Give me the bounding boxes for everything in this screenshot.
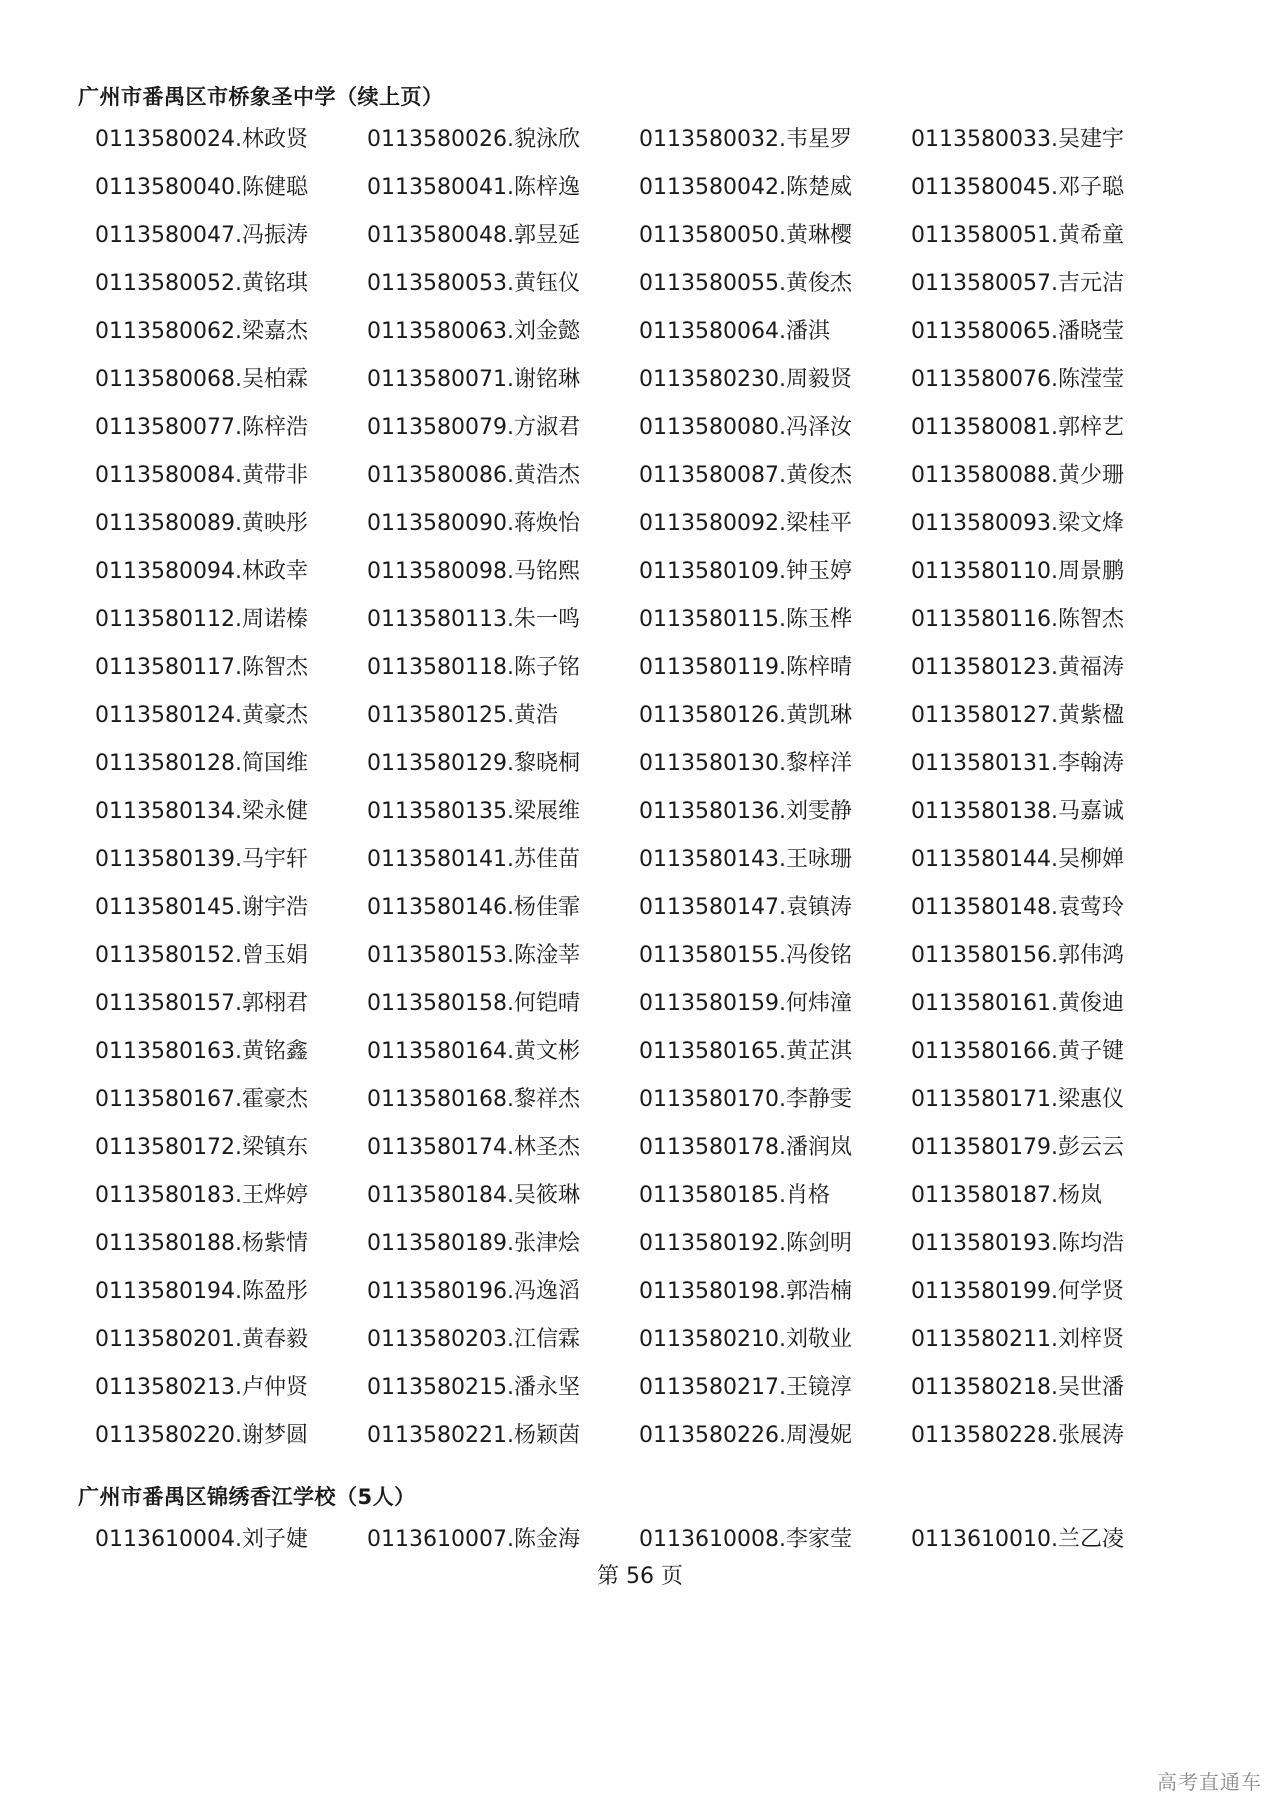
student-entry: 0113580189.张津烩 (367, 1231, 580, 1256)
student-entry: 0113580170.李静雯 (639, 1087, 852, 1112)
student-entry: 0113580079.方淑君 (367, 415, 580, 440)
student-entry: 0113580086.黄浩杰 (367, 463, 580, 488)
student-entry: 0113580113.朱一鸣 (367, 607, 580, 632)
student-entry: 0113580159.何炜潼 (639, 991, 852, 1016)
list-row (95, 884, 1185, 932)
student-entry: 0113580218.吴世潘 (911, 1375, 1124, 1400)
student-entry: 0113580153.陈淦莘 (367, 943, 580, 968)
list-row (95, 1516, 1185, 1564)
student-entry: 0113580057.吉元洁 (911, 271, 1124, 296)
student-entry: 0113580143.王咏珊 (639, 847, 852, 872)
student-entry: 0113580053.黄钰仪 (367, 271, 580, 296)
student-entry: 0113580156.郭伟鸿 (911, 943, 1124, 968)
student-entry: 0113580155.冯俊铭 (639, 943, 852, 968)
student-list-xiangsheng (95, 116, 1185, 1460)
list-row (95, 1172, 1185, 1220)
student-entry: 0113580026.貌泳欣 (367, 127, 580, 152)
student-entry: 0113580124.黄豪杰 (95, 703, 308, 728)
student-entry: 0113580163.黄铭鑫 (95, 1039, 308, 1064)
list-row (95, 404, 1185, 452)
list-row (95, 308, 1185, 356)
student-entry: 0113580090.蒋焕怡 (367, 511, 580, 536)
student-entry: 0113580126.黄凯琳 (639, 703, 852, 728)
student-entry: 0113580136.刘雯静 (639, 799, 852, 824)
list-row (95, 452, 1185, 500)
list-row (95, 1364, 1185, 1412)
student-entry: 0113580215.潘永坚 (367, 1375, 580, 1400)
student-entry: 0113580117.陈智杰 (95, 655, 308, 680)
list-row (95, 1412, 1185, 1460)
student-entry: 0113580148.袁莺玲 (911, 895, 1124, 920)
student-entry: 0113580135.梁展维 (367, 799, 580, 824)
student-entry: 0113580171.梁惠仪 (911, 1087, 1124, 1112)
student-entry: 0113580161.黄俊迪 (911, 991, 1124, 1016)
list-row (95, 740, 1185, 788)
student-entry: 0113580178.潘润岚 (639, 1135, 852, 1160)
list-row (95, 1076, 1185, 1124)
student-entry: 0113580040.陈健聪 (95, 175, 308, 200)
student-entry: 0113580230.周毅贤 (639, 367, 852, 392)
student-list-jinxiu (95, 1516, 1185, 1564)
student-entry: 0113580127.黄紫楹 (911, 703, 1124, 728)
student-entry: 0113580110.周景鹏 (911, 559, 1124, 584)
list-row (95, 548, 1185, 596)
student-entry: 0113580164.黄文彬 (367, 1039, 580, 1064)
student-entry: 0113580166.黄子键 (911, 1039, 1124, 1064)
student-entry: 0113610004.刘子婕 (95, 1527, 308, 1552)
student-entry: 0113580119.陈梓晴 (639, 655, 852, 680)
student-entry: 0113610008.李家莹 (639, 1527, 852, 1552)
student-entry: 0113580076.陈滢莹 (911, 367, 1124, 392)
list-row (95, 932, 1185, 980)
student-entry: 0113580077.陈梓浩 (95, 415, 308, 440)
student-entry: 0113580081.郭梓艺 (911, 415, 1124, 440)
student-entry: 0113580098.马铭熙 (367, 559, 580, 584)
student-entry: 0113580174.林圣杰 (367, 1135, 580, 1160)
student-entry: 0113580147.袁镇涛 (639, 895, 852, 920)
student-entry: 0113580192.陈剑明 (639, 1231, 852, 1256)
list-row (95, 260, 1185, 308)
student-entry: 0113610010.兰乙凌 (911, 1527, 1124, 1552)
section-title-jinxiu-school: 广州市番禺区锦绣香江学校（5人） (78, 1485, 416, 1509)
student-entry: 0113580087.黄俊杰 (639, 463, 852, 488)
student-entry: 0113580032.韦星罗 (639, 127, 852, 152)
student-entry: 0113610007.陈金海 (367, 1527, 580, 1552)
student-entry: 0113580185.肖格 (639, 1183, 830, 1208)
watermark-text: 高考直通车 (1157, 1770, 1262, 1794)
student-entry: 0113580217.王镜淳 (639, 1375, 852, 1400)
student-entry: 0113580125.黄浩 (367, 703, 558, 728)
student-entry: 0113580172.梁镇东 (95, 1135, 308, 1160)
list-row (95, 1220, 1185, 1268)
student-entry: 0113580123.黄福涛 (911, 655, 1124, 680)
list-row (95, 500, 1185, 548)
student-entry: 0113580184.吴筱琳 (367, 1183, 580, 1208)
student-entry: 0113580064.潘淇 (639, 319, 830, 344)
student-entry: 0113580092.梁桂平 (639, 511, 852, 536)
student-entry: 0113580203.江信霖 (367, 1327, 580, 1352)
student-entry: 0113580145.谢宇浩 (95, 895, 308, 920)
page-number: 第 56 页 (597, 1564, 683, 1589)
student-entry: 0113580210.刘敬业 (639, 1327, 852, 1352)
list-row (95, 212, 1185, 260)
student-entry: 0113580033.吴建宇 (911, 127, 1124, 152)
student-entry: 0113580187.杨岚 (911, 1183, 1102, 1208)
student-entry: 0113580048.郭昱延 (367, 223, 580, 248)
list-row (95, 1316, 1185, 1364)
list-row (95, 1028, 1185, 1076)
student-entry: 0113580134.梁永健 (95, 799, 308, 824)
student-entry: 0113580146.杨佳霏 (367, 895, 580, 920)
student-entry: 0113580226.周漫妮 (639, 1423, 852, 1448)
student-entry: 0113580042.陈楚威 (639, 175, 852, 200)
student-entry: 0113580115.陈玉桦 (639, 607, 852, 632)
student-entry: 0113580179.彭云云 (911, 1135, 1124, 1160)
student-entry: 0113580196.冯逸滔 (367, 1279, 580, 1304)
student-entry: 0113580129.黎晓桐 (367, 751, 580, 776)
student-entry: 0113580052.黄铭琪 (95, 271, 308, 296)
student-entry: 0113580144.吴柳婵 (911, 847, 1124, 872)
list-row (95, 836, 1185, 884)
student-entry: 0113580194.陈盈彤 (95, 1279, 308, 1304)
student-entry: 0113580199.何学贤 (911, 1279, 1124, 1304)
student-entry: 0113580089.黄映彤 (95, 511, 308, 536)
student-entry: 0113580130.黎梓洋 (639, 751, 852, 776)
student-entry: 0113580112.周诺榛 (95, 607, 308, 632)
student-entry: 0113580116.陈智杰 (911, 607, 1124, 632)
student-entry: 0113580084.黄带非 (95, 463, 308, 488)
student-entry: 0113580094.林政幸 (95, 559, 308, 584)
student-entry: 0113580228.张展涛 (911, 1423, 1124, 1448)
student-entry: 0113580118.陈子铭 (367, 655, 580, 680)
student-entry: 0113580213.卢仲贤 (95, 1375, 308, 1400)
student-entry: 0113580152.曾玉娟 (95, 943, 308, 968)
student-entry: 0113580138.马嘉诚 (911, 799, 1124, 824)
list-row (95, 1268, 1185, 1316)
student-entry: 0113580041.陈梓逸 (367, 175, 580, 200)
student-entry: 0113580055.黄俊杰 (639, 271, 852, 296)
list-row (95, 116, 1185, 164)
student-entry: 0113580045.邓子聪 (911, 175, 1124, 200)
student-entry: 0113580109.钟玉婷 (639, 559, 852, 584)
list-row (95, 692, 1185, 740)
student-entry: 0113580071.谢铭琳 (367, 367, 580, 392)
list-row (95, 644, 1185, 692)
student-entry: 0113580139.马宇轩 (95, 847, 308, 872)
student-entry: 0113580157.郭栩君 (95, 991, 308, 1016)
student-entry: 0113580050.黄琳樱 (639, 223, 852, 248)
student-entry: 0113580188.杨紫情 (95, 1231, 308, 1256)
list-row (95, 164, 1185, 212)
list-row (95, 1124, 1185, 1172)
list-row (95, 788, 1185, 836)
student-entry: 0113580063.刘金懿 (367, 319, 580, 344)
list-row (95, 356, 1185, 404)
student-entry: 0113580131.李翰涛 (911, 751, 1124, 776)
student-entry: 0113580201.黄春毅 (95, 1327, 308, 1352)
student-entry: 0113580080.冯泽汝 (639, 415, 852, 440)
student-entry: 0113580088.黄少珊 (911, 463, 1124, 488)
student-entry: 0113580047.冯振涛 (95, 223, 308, 248)
student-entry: 0113580062.梁嘉杰 (95, 319, 308, 344)
student-entry: 0113580065.潘晓莹 (911, 319, 1124, 344)
student-entry: 0113580211.刘梓贤 (911, 1327, 1124, 1352)
list-row (95, 596, 1185, 644)
student-entry: 0113580051.黄希童 (911, 223, 1124, 248)
list-row (95, 980, 1185, 1028)
student-entry: 0113580128.简国维 (95, 751, 308, 776)
student-entry: 0113580165.黄芷淇 (639, 1039, 852, 1064)
student-entry: 0113580093.梁文烽 (911, 511, 1124, 536)
student-entry: 0113580068.吴柏霖 (95, 367, 308, 392)
section-title-xiangsheng-school: 广州市番禺区市桥象圣中学（续上页） (78, 85, 444, 109)
student-entry: 0113580168.黎祥杰 (367, 1087, 580, 1112)
student-entry: 0113580024.林政贤 (95, 127, 308, 152)
student-entry: 0113580158.何铠晴 (367, 991, 580, 1016)
student-entry: 0113580221.杨颖茵 (367, 1423, 580, 1448)
student-entry: 0113580220.谢梦圆 (95, 1423, 308, 1448)
student-entry: 0113580141.苏佳苗 (367, 847, 580, 872)
student-entry: 0113580193.陈均浩 (911, 1231, 1124, 1256)
student-entry: 0113580183.王烨婷 (95, 1183, 308, 1208)
student-entry: 0113580198.郭浩楠 (639, 1279, 852, 1304)
student-entry: 0113580167.霍豪杰 (95, 1087, 308, 1112)
